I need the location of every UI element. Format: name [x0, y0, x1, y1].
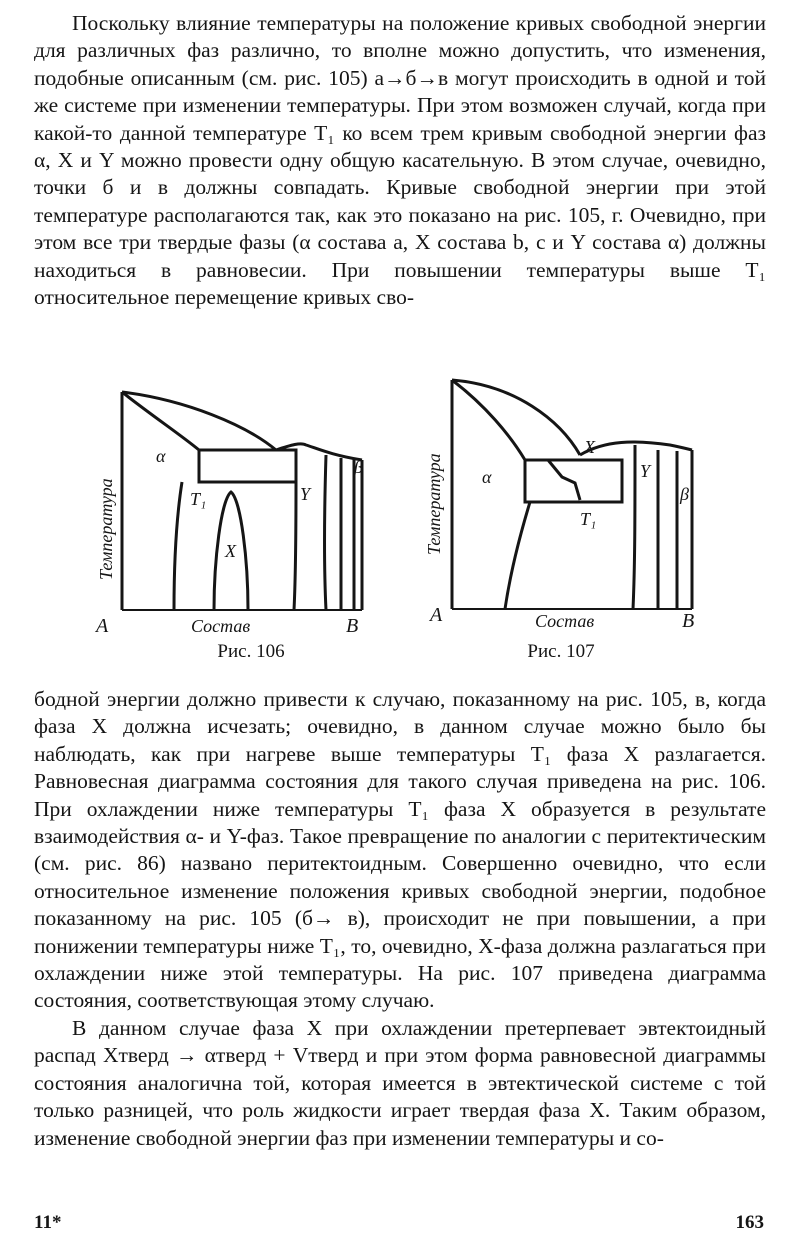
fig107-axis-right: B [682, 610, 695, 632]
fig107-alpha-boundary [505, 502, 530, 609]
fig106-curve-right [276, 444, 362, 460]
fig107-beta-band [658, 450, 677, 609]
fig107-y-left [633, 445, 635, 609]
fig106-y-label: Y [300, 484, 311, 504]
fig106-axis-right: B [346, 615, 359, 637]
paragraph-1 [34, 10, 766, 311]
figure-107-caption: Рис. 107 [527, 641, 595, 662]
figure-106-phase-diagram [96, 370, 386, 638]
paragraph-3-text: В данном случае фаза X при охлаждении претерпевает эвтектоидный распад Xтверд → αтверд + Vтверд и при этом форма равновесной диаграммы состояния аналогична той, которая имеется в эвтектической системе с той только разницей, что роль жидкости играет твердая фаза X. Таким образом, изменение свободной энергии фаз при изменении температуры и со- [34, 1015, 766, 1150]
fig106-axis-left: A [96, 615, 109, 637]
fig106-liquidus-upper [122, 392, 276, 450]
fig106-x-label: X [225, 541, 236, 561]
fig106-t1-label: T₁ [190, 489, 207, 509]
fig107-composition-label: Состав [535, 611, 595, 631]
fig107-x-label: X [584, 437, 595, 457]
fig106-alpha-boundary [174, 482, 182, 610]
fig107-axis-left: A [430, 604, 443, 626]
figure-106-caption: Рис. 106 [217, 641, 285, 662]
fig106-beta-band [341, 458, 354, 610]
fig107-t1-label: T₁ [580, 509, 597, 529]
paragraph-1-text: Поскольку влияние температуры на положение кривых свободной энергии для различных фаз различно, то вполне можно допустить, что изменения, подобные описанным (см. рис. 105) а→б→в могут происходить в одной и той же системе при изменении температуры. При этом возможен случай, когда при какой-то данной температуре T₁ ко всем трем кривым свободной энергии фаз α, X и Y можно провести одну общую касательную. В этом случае, очевидно, точки б и в должны совпадать. Кривые свободной энергии при этой температуре располагаются так, как это показано на рис. 105, г. Очевидно, при этом все три твердые фазы (α состава a, X состава b, c и Y состава α) должны находиться в равновесии. При повышении температуры выше T₁ относительное перемещение кривых сво- [34, 11, 766, 310]
figure-107-phase-diagram [424, 365, 720, 638]
paragraph-2 [34, 686, 766, 1152]
fig106-y-right [325, 455, 327, 610]
fig106-temperature-label: Температура [96, 478, 116, 580]
fig107-alpha-label: α [482, 467, 492, 487]
paragraph-2-text: бодной энергии должно привести к случаю, показанному на рис. 105, в, когда фаза X должна исчезать; очевидно, в данном случае можно было бы наблюдать, как при нагреве выше температуры T₁ фаза X разлагается. Равновесная диаграмма состояния для такого случая приведена на рис. 106. При охлаждении ниже температуры T₁ фаза X образуется в результате взаимодействия α- и Y-фаз. Такое превращение по аналогии с перитектическим (см. рис. 86) названо перитектоидным. Совершенно очевидно, что если относительное изменение положения кривых свободной энергии, подобное показанному на рис. 105 (б→ в), происходит не при повышении, а при понижении температуры ниже T₁, то, очевидно, X-фаза должна разлагаться при охлаждении ниже этой температуры. На рис. 107 приведена диаграмма состояния, соответствующая этому случаю. [34, 687, 766, 1013]
fig106-beta-label: β [354, 457, 363, 477]
signature-mark: 11* [34, 1212, 62, 1233]
fig106-liquidus-lower [122, 392, 199, 450]
page-number: 163 [735, 1212, 764, 1233]
fig107-liquidus-lower [452, 380, 525, 460]
fig106-composition-label: Состав [191, 616, 251, 636]
fig106-alpha-label: α [156, 446, 166, 466]
fig107-temperature-label: Температура [424, 453, 444, 555]
fig107-beta-label: β [680, 484, 689, 504]
fig106-peritectoid-box [199, 450, 296, 482]
fig107-y-label: Y [640, 461, 651, 481]
fig106-y-left [294, 482, 296, 610]
fig107-x-region [548, 460, 580, 500]
